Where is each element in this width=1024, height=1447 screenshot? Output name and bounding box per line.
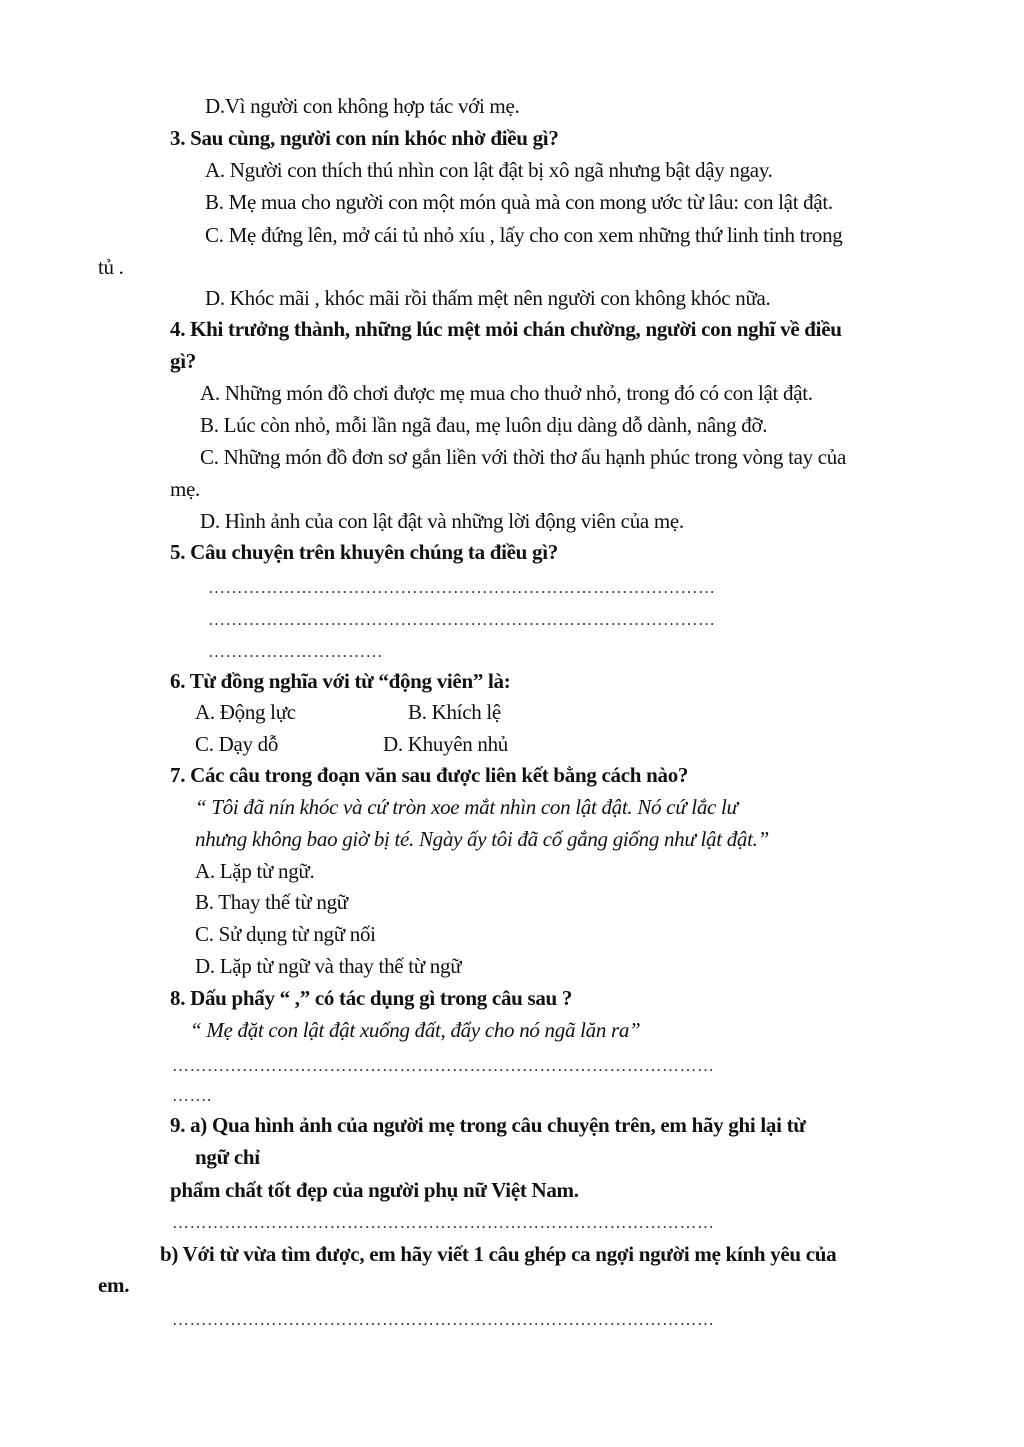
q6-option-c: C. Dạy dỗ [195, 732, 279, 756]
q3-option-c: C. Mẹ đứng lên, mở cái tủ nhỏ xíu , lấy cho con xem những thứ linh tinh trong [205, 223, 843, 247]
q3-option-d: D. Khóc mãi , khóc mãi rồi thấm mệt nên người con không khóc nữa. [205, 286, 771, 310]
q8-question: 8. Dấu phẩy “ ,” có tác dụng gì trong câu sau ? [170, 986, 573, 1010]
q5-answer-line-1: …………………………………………………………………………… [208, 578, 716, 597]
q6-option-b: B. Khích lệ [408, 700, 501, 724]
q4-option-c-cont: mẹ. [170, 477, 201, 501]
q4-option-d: D. Hình ảnh của con lật đật và những lời động viên của mẹ. [200, 509, 684, 533]
q3-option-b: B. Mẹ mua cho người con một món quà mà con mong ước từ lâu: con lật đật. [205, 190, 833, 214]
q9b-question: b) Với từ vừa tìm được, em hãy viết 1 câu ghép ca ngợi người mẹ kính yêu của [160, 1242, 837, 1266]
q9a-question: 9. a) Qua hình ảnh của người mẹ trong câu chuyện trên, em hãy ghi lại từ [170, 1113, 806, 1137]
q3-question: 3. Sau cùng, người con nín khóc nhờ điều gì? [170, 126, 559, 150]
q9a-question-cont: ngữ chỉ [195, 1145, 260, 1169]
q7-option-d: D. Lặp từ ngữ và thay thế từ ngữ [195, 954, 462, 978]
q9a-answer-line: ………………………………………………………………………………… [172, 1213, 715, 1232]
q9b-answer-line: ………………………………………………………………………………… [172, 1310, 715, 1329]
q7-option-c: C. Sử dụng từ ngữ nối [195, 922, 376, 946]
q6-option-d: D. Khuyên nhủ [383, 732, 509, 756]
q6-option-a: A. Động lực [195, 700, 296, 724]
q5-answer-line-3: ………………………… [208, 642, 383, 661]
q7-option-a: A. Lặp từ ngữ. [195, 859, 315, 883]
q5-question: 5. Câu chuyện trên khuyên chúng ta điều gì? [170, 540, 558, 564]
q8-quote: “ Mẹ đặt con lật đật xuống đất, đẩy cho nó ngã lăn ra” [190, 1018, 641, 1042]
q6-question: 6. Từ đồng nghĩa với từ “động viên” là: [170, 669, 511, 693]
q8-answer-line-2: ……. [172, 1086, 212, 1105]
q4-question: 4. Khi trưởng thành, những lúc mệt mỏi chán chường, người con nghĩ về điều [170, 317, 842, 341]
q3-option-a: A. Người con thích thú nhìn con lật đật bị xô ngã nhưng bật dậy ngay. [205, 158, 773, 182]
q9b-question-cont: em. [98, 1273, 130, 1297]
q4-option-a: A. Những món đồ chơi được mẹ mua cho thuở nhỏ, trong đó có con lật đật. [200, 381, 813, 405]
q7-quote-cont: nhưng không bao giờ bị té. Ngày ấy tôi đã cố gắng giống như lật đật.” [195, 827, 769, 851]
q4-question-cont: gì? [170, 349, 196, 373]
q8-answer-line-1: ………………………………………………………………………………… [172, 1056, 715, 1075]
q2-option-d: D.Vì người con không hợp tác với mẹ. [205, 94, 520, 118]
q3-option-c-cont: tủ . [98, 255, 124, 279]
q7-option-b: B. Thay thế từ ngữ [195, 890, 348, 914]
q5-answer-line-2: …………………………………………………………………………… [208, 610, 716, 629]
q4-option-b: B. Lúc còn nhỏ, mỗi lần ngã đau, mẹ luôn dịu dàng dỗ dành, nâng đỡ. [200, 413, 768, 437]
q7-question: 7. Các câu trong đoạn văn sau được liên kết bằng cách nào? [170, 763, 689, 787]
q7-quote: “ Tôi đã nín khóc và cứ tròn xoe mắt nhìn con lật đật. Nó cứ lắc lư [195, 795, 738, 819]
q9a-question-cont2: phẩm chất tốt đẹp của người phụ nữ Việt Nam. [170, 1178, 579, 1202]
q4-option-c: C. Những món đồ đơn sơ gắn liền với thời thơ ấu hạnh phúc trong vòng tay của [200, 445, 847, 469]
